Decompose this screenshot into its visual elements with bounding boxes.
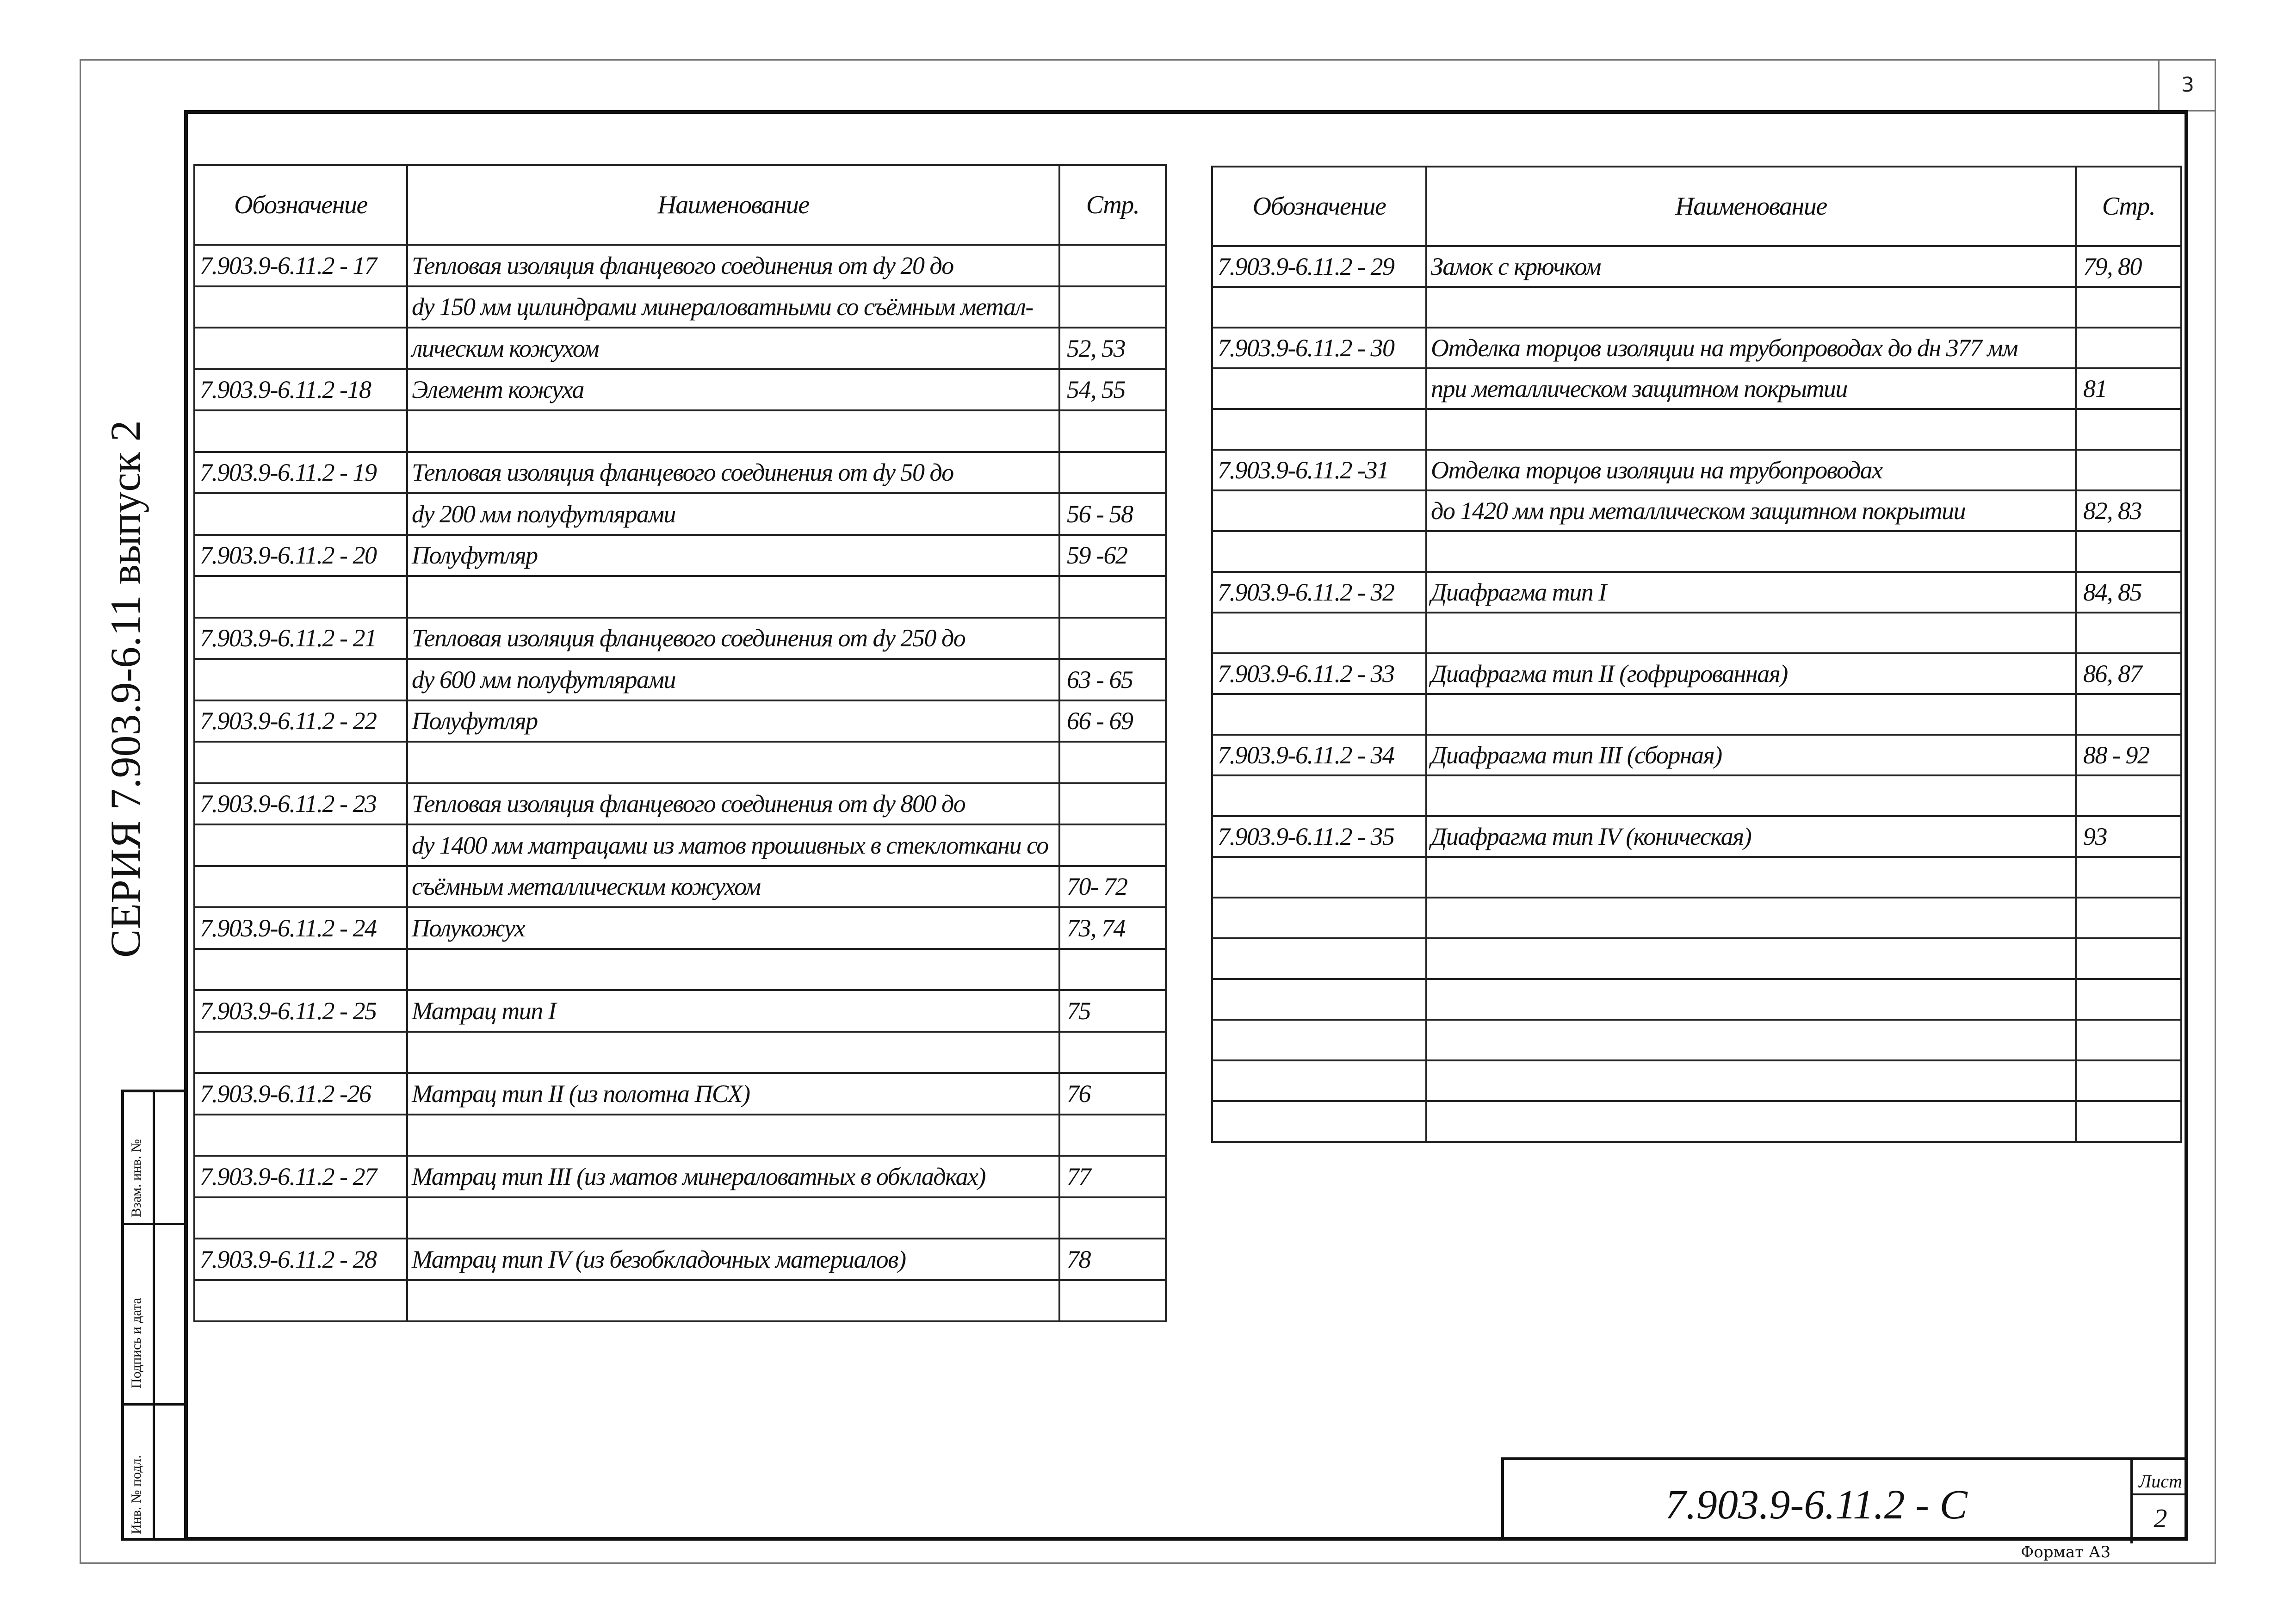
table-row: [194, 866, 1166, 908]
name-cell: Тепловая изоляция фланцевого соединения от dy 800 до: [407, 783, 1059, 825]
page-cell: [1059, 576, 1166, 618]
designation-cell: 7.903.9-6.11.2 - 30: [1212, 328, 1426, 368]
designation-cell: [194, 949, 407, 991]
title-block: [1501, 1457, 2188, 1541]
name-cell: до 1420 мм при металлическом защитном покрытии: [1426, 490, 2076, 531]
designation-cell: 7.903.9-6.11.2 - 20: [194, 535, 407, 576]
designation-cell: 7.903.9-6.11.2 - 19: [194, 452, 407, 494]
designation-cell: 7.903.9-6.11.2 - 25: [194, 990, 407, 1032]
designation-cell: [194, 1197, 407, 1239]
name-cell: Полуфутляр: [407, 700, 1059, 742]
designation-cell: [1212, 409, 1426, 450]
table-row: [1212, 1101, 2181, 1142]
name-cell: [1426, 898, 2076, 938]
table-row: [1212, 898, 2181, 938]
table-row: [1212, 368, 2181, 409]
designation-cell: 7.903.9-6.11.2 - 28: [194, 1239, 407, 1280]
designation-cell: [194, 1280, 407, 1322]
page-cell: [1059, 245, 1166, 286]
table-row: [1212, 938, 2181, 979]
designation-cell: [1212, 1060, 1426, 1101]
name-cell: Диафрагма тип I: [1426, 572, 2076, 613]
strip-label-podpis: Подпись и дата: [129, 1298, 144, 1388]
designation-cell: [194, 659, 407, 700]
name-cell: Матрац тип I: [407, 990, 1059, 1032]
page-cell: 79, 80: [2076, 246, 2181, 287]
page-cell: [1059, 286, 1166, 328]
page-cell: [2076, 409, 2181, 450]
designation-cell: 7.903.9-6.11.2 - 21: [194, 618, 407, 659]
right-spec-table: [1211, 166, 2182, 1143]
designation-cell: 7.903.9-6.11.2 - 29: [1212, 246, 1426, 287]
left-side-strip: [121, 1090, 188, 1541]
name-cell: Диафрагма тип II (гофрированная): [1426, 653, 2076, 694]
table-row: [194, 286, 1166, 328]
header-name: Наименование: [1426, 167, 2076, 246]
designation-cell: 7.903.9-6.11.2 - 27: [194, 1156, 407, 1197]
table-row: [194, 535, 1166, 576]
designation-cell: [1212, 531, 1426, 572]
series-title: СЕРИЯ 7.903.9-6.11 выпуск 2: [102, 420, 149, 958]
page-cell: [2076, 450, 2181, 490]
name-cell: [1426, 1101, 2076, 1142]
page-cell: 84, 85: [2076, 572, 2181, 613]
table-row: [194, 618, 1166, 659]
page-cell: 70- 72: [1059, 866, 1166, 908]
table-row: [1212, 775, 2181, 816]
designation-cell: [1212, 857, 1426, 898]
strip-divider-2: [124, 1403, 185, 1406]
page-cell: [1059, 1280, 1166, 1322]
designation-cell: 7.903.9-6.11.2 -26: [194, 1073, 407, 1115]
table-row: [194, 783, 1166, 825]
page-cell: [1059, 742, 1166, 783]
designation-cell: 7.903.9-6.11.2 - 32: [1212, 572, 1426, 613]
table-row: [1212, 572, 2181, 613]
table-row: [194, 1197, 1166, 1239]
page-cell: [1059, 783, 1166, 825]
name-cell: Отделка торцов изоляции на трубопроводах: [1426, 450, 2076, 490]
table-row: [194, 452, 1166, 494]
designation-cell: [1212, 938, 1426, 979]
table-row: [1212, 1060, 2181, 1101]
designation-cell: 7.903.9-6.11.2 -31: [1212, 450, 1426, 490]
table-row: [194, 1073, 1166, 1115]
strip-divider-1: [124, 1223, 185, 1225]
page-cell: [1059, 1197, 1166, 1239]
table-row: [194, 742, 1166, 783]
table-row: [1212, 979, 2181, 1020]
designation-cell: [194, 410, 407, 452]
page-cell: [2076, 898, 2181, 938]
designation-cell: [1212, 490, 1426, 531]
name-cell: Матрац тип II (из полотна ПСХ): [407, 1073, 1059, 1115]
name-cell: [1426, 1060, 2076, 1101]
page-cell: 77: [1059, 1156, 1166, 1197]
table-row: [194, 245, 1166, 286]
designation-cell: [194, 1115, 407, 1156]
name-cell: dy 200 мм полуфутлярами: [407, 493, 1059, 535]
designation-cell: [194, 866, 407, 908]
designation-cell: [1212, 287, 1426, 328]
name-cell: [407, 742, 1059, 783]
table-row: [1212, 246, 2181, 287]
name-cell: dy 600 мм полуфутлярами: [407, 659, 1059, 700]
name-cell: [407, 1280, 1059, 1322]
name-cell: Диафрагма тип III (сборная): [1426, 735, 2076, 775]
strip-label-inv-podl: Инв. № подл.: [129, 1455, 144, 1534]
name-cell: лическим кожухом: [407, 328, 1059, 369]
document-code: 7.903.9-6.11.2 - С: [1665, 1482, 1968, 1528]
designation-cell: [194, 286, 407, 328]
page-cell: 63 - 65: [1059, 659, 1166, 700]
designation-cell: 7.903.9-6.11.2 - 33: [1212, 653, 1426, 694]
designation-cell: 7.903.9-6.11.2 - 34: [1212, 735, 1426, 775]
page-cell: 56 - 58: [1059, 493, 1166, 535]
table-row: [194, 576, 1166, 618]
table-row: [194, 410, 1166, 452]
page-cell: 75: [1059, 990, 1166, 1032]
page-cell: [2076, 1020, 2181, 1060]
name-cell: Полукожух: [407, 907, 1059, 949]
page-cell: [1059, 452, 1166, 494]
name-cell: Тепловая изоляция фланцевого соединения от dy 250 до: [407, 618, 1059, 659]
page-cell: [1059, 1115, 1166, 1156]
designation-cell: [1212, 1101, 1426, 1142]
header-row: [194, 165, 1166, 245]
designation-cell: 7.903.9-6.11.2 - 24: [194, 907, 407, 949]
name-cell: [1426, 1020, 2076, 1060]
table-row: [194, 700, 1166, 742]
page-cell: 88 - 92: [2076, 735, 2181, 775]
sheet-label: Лист: [2139, 1471, 2182, 1492]
table-row: [1212, 816, 2181, 857]
designation-cell: [194, 824, 407, 866]
table-row: [1212, 694, 2181, 735]
table-row: [1212, 450, 2181, 490]
designation-cell: [1212, 613, 1426, 653]
name-cell: Тепловая изоляция фланцевого соединения от dy 50 до: [407, 452, 1059, 494]
name-cell: Матрац тип III (из матов минераловатных в обкладках): [407, 1156, 1059, 1197]
designation-cell: [194, 328, 407, 369]
page-cell: 54, 55: [1059, 369, 1166, 411]
name-cell: [1426, 409, 2076, 450]
header-row: [1212, 167, 2181, 246]
designation-cell: [1212, 979, 1426, 1020]
page-cell: [1059, 824, 1166, 866]
page-number: 3: [2158, 59, 2216, 112]
table-row: [194, 824, 1166, 866]
name-cell: Элемент кожуха: [407, 369, 1059, 411]
designation-cell: 7.903.9-6.11.2 - 17: [194, 245, 407, 286]
name-cell: [1426, 775, 2076, 816]
table-row: [194, 949, 1166, 991]
designation-cell: [194, 1032, 407, 1073]
table-row: [194, 1280, 1166, 1322]
page-cell: [2076, 1060, 2181, 1101]
designation-cell: [1212, 694, 1426, 735]
designation-cell: 7.903.9-6.11.2 - 35: [1212, 816, 1426, 857]
name-cell: [1426, 531, 2076, 572]
page-cell: [1059, 410, 1166, 452]
page-cell: [2076, 938, 2181, 979]
table-row: [194, 907, 1166, 949]
page-cell: [2076, 531, 2181, 572]
page-cell: [2076, 287, 2181, 328]
name-cell: dy 1400 мм матрацами из матов прошивных в стеклоткани со: [407, 824, 1059, 866]
strip-vertical-divider: [153, 1092, 155, 1538]
name-cell: Замок с крючком: [1426, 246, 2076, 287]
name-cell: съёмным металлическим кожухом: [407, 866, 1059, 908]
table-row: [194, 1115, 1166, 1156]
sheet-number: 2: [2154, 1503, 2167, 1533]
table-row: [1212, 328, 2181, 368]
name-cell: [1426, 938, 2076, 979]
name-cell: [1426, 287, 2076, 328]
sheet-box: [2130, 1460, 2188, 1543]
name-cell: [407, 949, 1059, 991]
name-cell: Матрац тип IV (из безобкладочных материалов): [407, 1239, 1059, 1280]
page-cell: 52, 53: [1059, 328, 1166, 369]
page-cell: 59 -62: [1059, 535, 1166, 576]
name-cell: dy 150 мм цилиндрами минераловатными со съёмным метал-: [407, 286, 1059, 328]
designation-cell: [194, 576, 407, 618]
name-cell: [407, 410, 1059, 452]
table-row: [1212, 613, 2181, 653]
name-cell: Тепловая изоляция фланцевого соединения от dy 20 до: [407, 245, 1059, 286]
page-cell: [1059, 1032, 1166, 1073]
table-row: [194, 659, 1166, 700]
table-row: [194, 990, 1166, 1032]
page-cell: [1059, 618, 1166, 659]
table-row: [1212, 1020, 2181, 1060]
table-row: [194, 328, 1166, 369]
sheet-divider: [2133, 1493, 2188, 1495]
page-cell: [2076, 1101, 2181, 1142]
page-cell: [2076, 694, 2181, 735]
table-row: [194, 369, 1166, 411]
name-cell: [407, 576, 1059, 618]
page-cell: 82, 83: [2076, 490, 2181, 531]
header-page: Стр.: [2076, 167, 2181, 246]
table-row: [194, 1239, 1166, 1280]
designation-cell: [1212, 368, 1426, 409]
table-row: [1212, 531, 2181, 572]
page-cell: [2076, 328, 2181, 368]
page-cell: 93: [2076, 816, 2181, 857]
header-designation: Обозначение: [1212, 167, 1426, 246]
page-cell: [2076, 857, 2181, 898]
name-cell: [1426, 857, 2076, 898]
page-cell: 78: [1059, 1239, 1166, 1280]
table-row: [1212, 735, 2181, 775]
table-row: [1212, 857, 2181, 898]
page-cell: 73, 74: [1059, 907, 1166, 949]
page-cell: [1059, 949, 1166, 991]
page-cell: 66 - 69: [1059, 700, 1166, 742]
page-cell: 86, 87: [2076, 653, 2181, 694]
page-cell: 81: [2076, 368, 2181, 409]
designation-cell: [194, 493, 407, 535]
page-cell: [2076, 775, 2181, 816]
name-cell: при металлическом защитном покрытии: [1426, 368, 2076, 409]
table-row: [1212, 490, 2181, 531]
header-page: Стр.: [1059, 165, 1166, 245]
table-row: [194, 493, 1166, 535]
page-cell: [2076, 613, 2181, 653]
table-row: [1212, 653, 2181, 694]
table-row: [194, 1156, 1166, 1197]
name-cell: [1426, 694, 2076, 735]
name-cell: [407, 1115, 1059, 1156]
designation-cell: [194, 742, 407, 783]
name-cell: [1426, 979, 2076, 1020]
name-cell: Отделка торцов изоляции на трубопроводах до dн 377 мм: [1426, 328, 2076, 368]
table-row: [1212, 287, 2181, 328]
designation-cell: 7.903.9-6.11.2 - 22: [194, 700, 407, 742]
header-designation: Обозначение: [194, 165, 407, 245]
designation-cell: [1212, 898, 1426, 938]
left-spec-table: [193, 164, 1167, 1322]
page-cell: 76: [1059, 1073, 1166, 1115]
name-cell: Диафрагма тип IV (коническая): [1426, 816, 2076, 857]
name-cell: [407, 1197, 1059, 1239]
name-cell: [1426, 613, 2076, 653]
table-row: [1212, 409, 2181, 450]
header-name: Наименование: [407, 165, 1059, 245]
strip-label-vzam: Взам. инв. №: [129, 1139, 144, 1217]
designation-cell: 7.903.9-6.11.2 -18: [194, 369, 407, 411]
name-cell: [407, 1032, 1059, 1073]
format-label: Формат А3: [2021, 1543, 2111, 1561]
table-row: [194, 1032, 1166, 1073]
designation-cell: 7.903.9-6.11.2 - 23: [194, 783, 407, 825]
page-cell: [2076, 979, 2181, 1020]
designation-cell: [1212, 1020, 1426, 1060]
name-cell: Полуфутляр: [407, 535, 1059, 576]
designation-cell: [1212, 775, 1426, 816]
